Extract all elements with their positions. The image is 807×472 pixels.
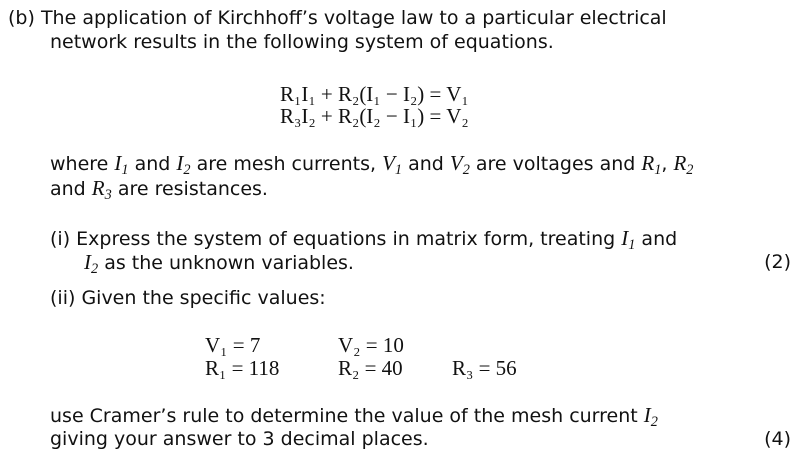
var-I1-part-i: $I_1$ [621,226,636,253]
part-ii-marks: (4) [764,428,791,450]
part-ii-line-3: giving your answer to 3 decimal places. [50,428,429,450]
part-ii-line-2 [50,404,658,428]
var-I2: $I_2$ [176,151,191,178]
part-i-and: and [641,228,678,250]
value-R3: R₃ = 56 [452,356,517,380]
part-ii-text: Given the specific values: [81,287,326,309]
equation-1: R₁I₁ + R₂(I₁ − I₂) = V₁ [280,82,469,106]
part-ii-label: (ii) [50,287,76,309]
where-comma: , [661,153,668,175]
var-V2: $V_2$ [449,151,470,178]
value-R2: R₂ = 40 [338,356,403,380]
var-R3: $R_3$ [91,176,112,203]
part-i-label: (i) [50,228,71,250]
part-i-marks: (2) [764,251,791,273]
where-and-1: and [134,153,171,175]
part-label: (b) [8,7,35,29]
var-I2-part-ii: $I_2$ [643,403,658,430]
part-i-text-3: as the unknown variables. [104,252,354,274]
where-line-1 [50,152,693,176]
var-R1: $R_1$ [641,151,662,178]
part-i-line-2 [84,251,354,275]
intro-line-1 [8,7,667,30]
part-i-text-1: Express the system of equations in matrix form, treating [76,228,616,250]
var-I1: $I_1$ [114,151,129,178]
equation-2: R₃I₂ + R₂(I₂ − I₁) = V₂ [280,104,469,128]
where-mesh-currents: are mesh currents, [196,153,377,175]
var-R2: $R_2$ [673,151,694,178]
where-line-2 [50,177,268,201]
where-and-2: and [408,153,444,175]
value-R1: R₁ = 118 [205,356,280,380]
where-word: where [50,153,109,175]
var-V1: $V_1$ [382,151,403,178]
intro-text-1: The application of Kirchhoff’s voltage law to a particular electrical [40,7,667,29]
where-resistances: are resistances. [117,178,268,200]
where-voltages: are voltages and [475,153,636,175]
part-ii-line-1 [50,287,326,310]
part-ii-text-2: use Cramer’s rule to determine the value of the mesh current [50,405,638,427]
value-V1: V₁ = 7 [205,333,261,357]
where-and-3: and [50,178,86,200]
intro-line-2: network results in the following system of equations. [50,31,554,53]
value-V2: V₂ = 10 [338,333,404,357]
part-i-line-1 [50,227,677,251]
var-I2-part-i: $I_2$ [84,250,99,277]
